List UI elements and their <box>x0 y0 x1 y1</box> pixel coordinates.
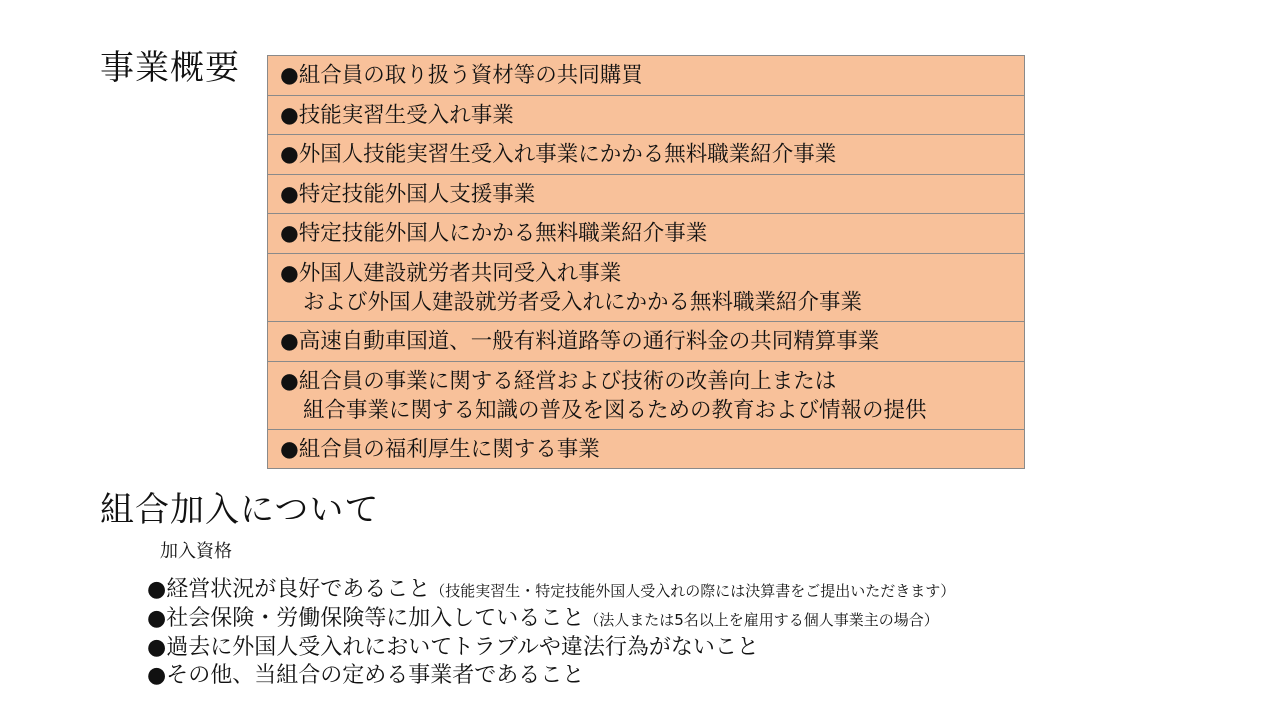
business-row <box>268 175 1024 214</box>
business-row <box>268 362 1024 430</box>
requirement-item <box>147 605 1267 634</box>
business-row-text: ●技能実習生受入れ事業 <box>280 102 514 128</box>
requirement-text: ●経営状況が良好であること <box>147 577 431 602</box>
business-row-text: ●組合員の取り扱う資材等の共同購買 <box>280 63 643 88</box>
business-row-text: ●特定技能外国人にかかる無料職業紹介事業 <box>280 221 708 246</box>
requirement-note: （技能実習生・特定技能外国人受入れの際には決算書をご提出いただきます） <box>430 582 956 600</box>
business-row-text: ●高速自動車国道、一般有料道路等の通行料金の共同精算事業 <box>280 329 880 354</box>
business-row-text: ●外国人建設就労者共同受入れ事業 <box>280 260 622 286</box>
requirement-note: （法人または5名以上を雇用する個人事業主の場合） <box>584 611 939 629</box>
requirement-text: ●その他、当組合の定める事業者であること <box>147 663 585 688</box>
requirement-item <box>147 662 1267 690</box>
business-row-text: ●特定技能外国人支援事業 <box>280 181 536 207</box>
business-row <box>268 322 1024 362</box>
membership-qualification-heading: 加入資格 <box>160 541 232 562</box>
business-overview-table <box>267 55 1025 469</box>
requirement-item <box>147 634 1267 662</box>
business-row <box>268 135 1024 175</box>
requirement-text: ●過去に外国人受入れにおいてトラブルや違法行為がないこと <box>147 635 759 660</box>
business-row <box>268 254 1024 322</box>
requirement-text: ●社会保険・労働保険等に加入していること <box>147 606 585 631</box>
business-row-text: ●組合員の福利厚生に関する事業 <box>280 436 600 462</box>
business-row-text: ●外国人技能実習生受入れ事業にかかる無料職業紹介事業 <box>280 142 837 167</box>
business-row <box>268 56 1024 96</box>
business-row <box>268 214 1024 254</box>
business-row <box>268 430 1024 468</box>
membership-title: 組合加入について <box>100 490 380 530</box>
requirement-list <box>147 576 1267 690</box>
business-row-text: ●組合員の事業に関する経営および技術の改善向上または <box>280 368 837 394</box>
requirement-item <box>147 576 1267 605</box>
business-overview-title: 事業概要 <box>100 48 240 88</box>
business-row-text-continued: および外国人建設就労者受入れにかかる無料職業紹介事業 <box>303 289 863 315</box>
business-row <box>268 96 1024 135</box>
business-row-text-continued: 組合事業に関する知識の普及を図るための教育および情報の提供 <box>303 397 927 423</box>
